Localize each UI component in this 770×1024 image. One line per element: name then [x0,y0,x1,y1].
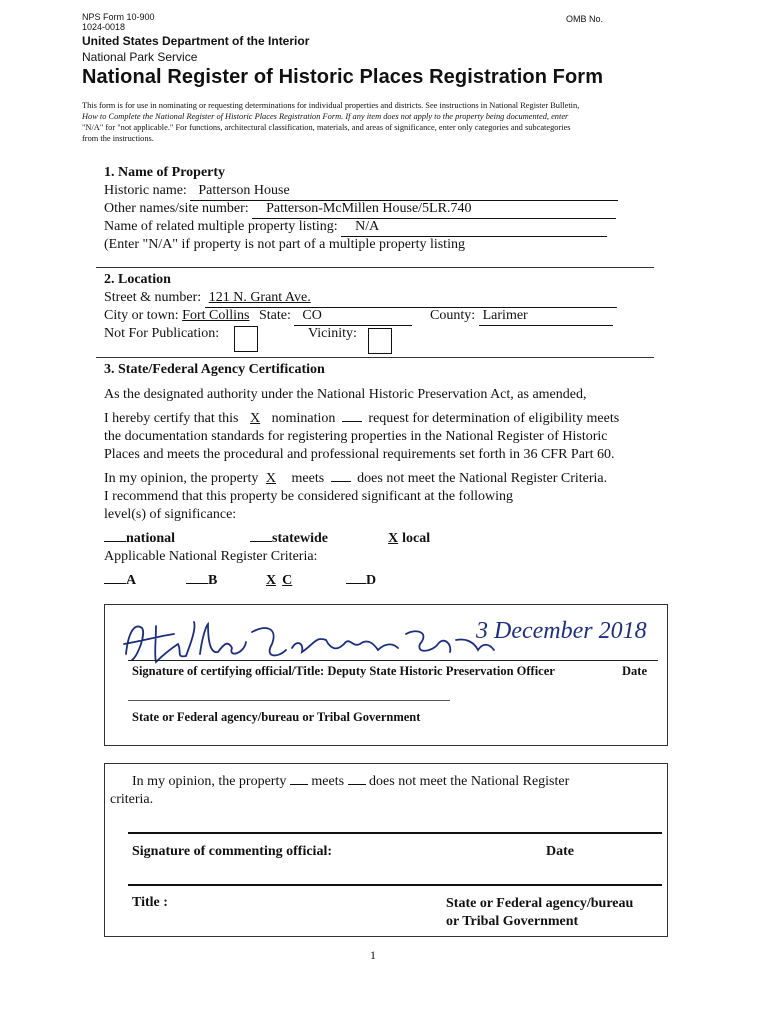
request-label: request for determination of eligibility meets [368,411,620,426]
opinion-prefix: In my opinion, the property [104,471,259,486]
department: United States Department of the Interior [82,34,310,48]
related-listing-row [104,218,607,237]
signature-line [128,660,658,661]
certify-prefix: I hereby certify that this [104,411,239,426]
not-for-publication-checkbox[interactable] [234,326,258,352]
vicinity-label: Vicinity: [308,326,357,341]
commenting-meets-label: meets [311,774,345,789]
criteria-c-checkmark: X [266,573,277,588]
other-names-label: Other names/site number: [104,201,249,216]
omb-label: OMB No. [566,14,604,24]
commenting-title-label: Title : [132,895,168,910]
criteria-d-label: D [366,573,377,588]
criteria-c[interactable] [260,572,300,590]
state-field[interactable]: CO [294,307,412,326]
county-row [430,307,613,326]
level-statewide[interactable] [250,530,328,548]
criteria-a-label: A [126,573,137,588]
authority-line: As the designated authority under the National Historic Preservation Act, as amended, [104,387,587,402]
recommend-line-2: level(s) of significance: [104,507,237,522]
historic-name-label: Historic name: [104,183,187,198]
local-checkmark: X [388,531,399,546]
criteria-b-label: B [208,573,218,588]
commenting-agency-label [446,895,633,931]
form-number: NPS Form 10-900 [82,12,155,22]
county-label: County: [430,308,476,323]
commenting-opinion-prefix: In my opinion, the property [132,774,287,789]
meets-checkmark[interactable]: X [265,471,276,486]
section-3-heading: 3. State/Federal Agency Certification [104,362,325,377]
nomination-label: nomination [271,411,336,426]
criteria-a[interactable] [104,572,136,590]
certify-line-1 [104,410,619,428]
intro-line-4: from the instructions. [82,134,154,143]
commenting-date-label: Date [546,844,574,859]
street-value: 121 N. Grant Ave. [208,290,311,305]
signature-label: Signature of certifying official/Title: Deputy State Historic Preservation Officer [132,664,555,678]
handwritten-date: 3 December 2018 [476,618,647,644]
nomination-checkmark[interactable]: X [250,411,261,426]
other-names-row [104,200,616,219]
commenting-title-line [128,884,662,886]
section-divider [96,267,654,268]
statewide-label: statewide [272,531,328,546]
related-listing-note: (Enter "N/A" if property is not part of a multiple property listing [104,237,465,252]
not-for-publication-label: Not For Publication: [104,326,220,341]
agency-line [128,700,450,701]
service: National Park Service [82,50,198,64]
meets-label: meets [291,471,325,486]
city-row [104,307,412,326]
related-listing-field[interactable]: N/A [341,218,607,237]
local-label: local [402,531,431,546]
intro-text [82,100,682,144]
city-label: City or town: [104,308,179,323]
section-divider [96,357,654,358]
intro-line-1: This form is for use in nominating or requesting determinations for individual properties and districts. See instructions in National Register Bulletin, [82,101,580,110]
date-label: Date [622,664,647,678]
not-meet-checkmark[interactable] [331,481,351,482]
intro-line-2: How to Complete the National Register of Historic Places Registration Form. If any item does not apply to the property being documented, enter [82,112,569,121]
city-field[interactable]: Fort Collins [182,308,250,323]
commenting-signature-label: Signature of commenting official: [132,844,332,859]
state-label: State: [258,308,291,323]
commenting-not-meet-blank[interactable] [348,784,366,785]
criteria-a-blank [104,583,126,584]
historic-name-field[interactable]: Patterson House [190,182,618,201]
certify-line-3: Places and meets the procedural and professional requirements set forth in 36 CFR Part 60. [104,447,615,462]
other-names-field[interactable]: Patterson-McMillen House/5LR.740 [252,200,616,219]
commenting-signature-line [128,832,662,834]
page-title: National Register of Historic Places Registration Form [82,66,604,88]
commenting-not-meet-label: does not meet the National Register [369,774,570,789]
agency-label: State or Federal agency/bureau or Tribal Government [132,710,421,724]
omb-code: 1024-0018 [82,22,126,32]
county-field[interactable]: Larimer [479,307,613,326]
commenting-opinion-line [132,774,569,790]
level-local[interactable] [374,530,430,548]
historic-name-row [104,182,618,201]
criteria-d[interactable] [346,572,376,590]
criteria-c-label: C [282,573,293,588]
criteria-b-blank [186,583,208,584]
statewide-blank [250,541,272,542]
commenting-meets-blank[interactable] [290,784,308,785]
page-number: 1 [370,948,376,962]
certify-line-2: the documentation standards for registering properties in the National Register of Historic [104,429,608,444]
request-checkmark[interactable] [342,421,362,422]
national-blank [104,541,126,542]
section-1-heading: 1. Name of Property [104,165,226,180]
vicinity-checkbox[interactable] [368,328,392,354]
national-label: national [126,531,176,546]
street-row [104,289,617,308]
section-2-heading: 2. Location [104,272,171,287]
not-meet-label: does not meet the National Register Criteria. [357,471,608,486]
criteria-label: Applicable National Register Criteria: [104,549,318,564]
commenting-agency-line-2: or Tribal Government [446,914,579,929]
opinion-line [104,470,607,488]
criteria-b[interactable] [186,572,217,590]
criteria-d-blank [346,583,366,584]
intro-line-3: "N/A" for "not applicable." For functions, architectural classification, materials, and areas of significance, enter only categories and subcategories [82,123,571,132]
street-field[interactable] [205,289,617,308]
level-national[interactable] [104,530,175,548]
recommend-line-1: I recommend that this property be considered significant at the following [104,489,513,504]
street-label: Street & number: [104,290,202,305]
commenting-agency-line-1: State or Federal agency/bureau [446,896,634,911]
commenting-opinion-line-2: criteria. [110,792,154,807]
related-listing-label: Name of related multiple property listing: [104,219,338,234]
